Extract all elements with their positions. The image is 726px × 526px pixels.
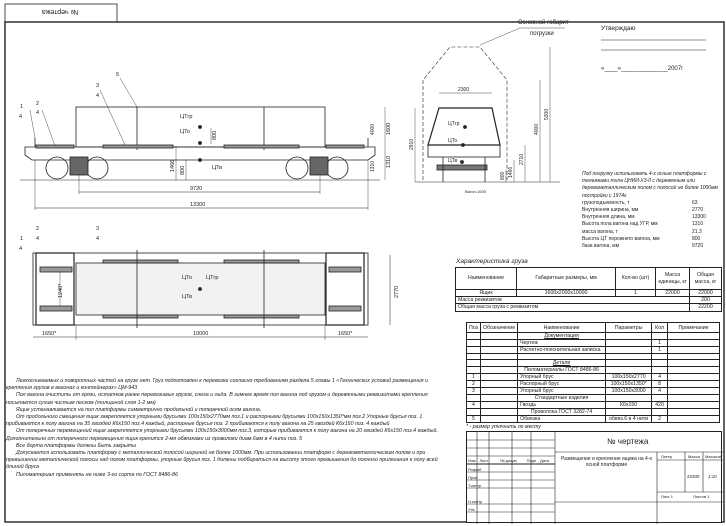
- col-label: Изм: [468, 458, 476, 463]
- spec-value: 9720: [692, 243, 704, 250]
- spec-cell: [652, 395, 668, 402]
- revision-columns: [468, 458, 549, 463]
- spec-cell: Стандартные изделия: [518, 395, 606, 402]
- spec-cell: 1: [652, 347, 668, 354]
- spec-cell: [668, 388, 720, 395]
- approval-block: [601, 25, 706, 72]
- svg-text:1310: 1310: [370, 160, 376, 172]
- spec-cell: Документация: [518, 333, 606, 340]
- svg-text:2710: 2710: [519, 153, 525, 165]
- spec-table: [466, 322, 720, 423]
- svg-text:1650*: 1650*: [42, 331, 57, 337]
- spec-cell: [668, 381, 720, 388]
- svg-text:Основной габарит: Основной габарит: [518, 20, 569, 26]
- svg-text:ЦТгр: ЦТгр: [180, 114, 193, 120]
- role-label: Н.контр: [468, 499, 483, 504]
- loading-gauge-outline: [423, 47, 507, 180]
- svg-text:3: 3: [96, 226, 100, 232]
- spec-cell: Чертеж: [518, 340, 606, 347]
- spec-cell: [481, 416, 518, 423]
- spec-cell: [481, 367, 518, 374]
- top-view: [33, 250, 390, 340]
- cargo-table-title: Характеристика груза: [456, 258, 528, 265]
- spec-row: [582, 207, 722, 214]
- spec-cell: [652, 360, 668, 367]
- spec-cell: 3: [467, 388, 481, 395]
- props-mass-label: Масса реквизитов: [456, 297, 690, 304]
- col-label: Подп: [526, 458, 537, 463]
- col-label: Дата: [540, 458, 550, 463]
- spec-value: 13300: [692, 214, 706, 221]
- svg-text:ЦТгр: ЦТгр: [206, 275, 219, 281]
- spec-cell: [652, 409, 668, 416]
- spec-cell: [668, 347, 720, 354]
- svg-text:погрузки: погрузки: [530, 31, 554, 37]
- spec-cell: [668, 416, 720, 423]
- spec-cell: Упорный брус: [518, 388, 606, 395]
- spec-cell: [467, 340, 481, 347]
- note-paragraph: От продольного смещения ящик закрепляется упорными брусьями 100х150х2770мм поз.1 и распорными брусьями 100х150х1350*мм поз.2 Упорные брусья поз. 1 прибиваются к полу вагона на 35 гвоздей К6х150 поз.4 каждый, распорные брусья поз. 2 прибиваются к полу вагона на 25 гвоздей К6х150 поз. 4 каждый: [6, 414, 423, 428]
- drawing-number: № чертежа: [607, 437, 649, 446]
- svg-text:4000: 4000: [534, 123, 540, 135]
- spec-cell: [668, 333, 720, 340]
- spec-header: Параметры: [606, 323, 652, 333]
- mass-label: Масса: [688, 454, 700, 459]
- spec-cell: [606, 347, 652, 354]
- spec-cell: Гвоздь: [518, 402, 606, 409]
- spec-cell: [668, 340, 720, 347]
- notes: [6, 378, 446, 479]
- cargo-cell: 1: [616, 290, 656, 297]
- svg-text:3: 3: [96, 83, 100, 89]
- spec-footnote: * - размер уточнить по месту: [466, 424, 541, 430]
- svg-text:ЦТв: ЦТв: [182, 294, 193, 300]
- note-paragraph: Все борта платформы должны быть закрыты: [16, 442, 137, 449]
- spec-cell: Расчетно-пояснительная записка: [518, 347, 606, 354]
- spec-label: база вагона, мм: [582, 243, 620, 250]
- spec-cell: [467, 395, 481, 402]
- spec-cell: 420: [652, 402, 668, 409]
- spec-label: Высота пола вагона над УГР, мм: [582, 221, 658, 228]
- svg-text:1: 1: [20, 236, 24, 242]
- note-paragraph: Ящик устанавливается на пол платформы симметрично продольной и поперечной осям вагона.: [16, 406, 262, 413]
- spec-row: [467, 381, 720, 388]
- cargo-table: [455, 267, 722, 312]
- svg-text:Утверждаю: Утверждаю: [601, 25, 636, 32]
- svg-text:1310: 1310: [386, 155, 392, 168]
- role-label: Разраб: [468, 467, 482, 472]
- col-label: Лист: [479, 458, 489, 463]
- corner-stamp: № чертежа: [41, 8, 79, 15]
- svg-text:ЦТв: ЦТв: [212, 165, 223, 171]
- spec-cell: [652, 333, 668, 340]
- spec-cell: К6х150: [606, 402, 652, 409]
- cargo-cell: 22000: [690, 290, 722, 297]
- cargo-header: Масса единицы, кг: [656, 268, 690, 290]
- note-paragraph: Пол вагона очистить от грязи, остатков ранее перевозимых грузов, снега и льда. В зимнее время пол вагона под грузом и деревянными реквизитами крепления посыпается сухим чистым песком (толщиной слоя 1-2 мм): [6, 392, 428, 406]
- spec-cell: [668, 402, 720, 409]
- spec-label: Внутренняя длина, мм: [582, 214, 635, 221]
- spec-cell: Распорный брус: [518, 381, 606, 388]
- side-view: [20, 78, 385, 210]
- role-label: Пров: [468, 475, 478, 480]
- spec-cell: [668, 367, 720, 374]
- svg-text:«____»______________2007г: «____»______________2007г: [601, 66, 684, 72]
- spec-row: [467, 374, 720, 381]
- spec-row: [582, 221, 722, 228]
- spec-cell: 100х150х2770: [606, 374, 652, 381]
- spec-value: 21.3: [692, 228, 702, 235]
- cargo-header: Общая масса, кг: [690, 268, 722, 290]
- scale-value: 1:10: [708, 474, 717, 479]
- svg-text:4: 4: [19, 246, 23, 252]
- spec-cell: [467, 409, 481, 416]
- spec-row: [467, 388, 720, 395]
- spec-header: Кол: [652, 323, 668, 333]
- cargo-cell: 22000: [656, 290, 690, 297]
- spec-cell: [668, 409, 720, 416]
- svg-text:9720: 9720: [190, 186, 203, 192]
- spec-header: Поз: [467, 323, 481, 333]
- spec-cell: [606, 340, 652, 347]
- total-mass: 22200: [690, 304, 722, 311]
- spec-cell: [606, 395, 652, 402]
- svg-text:1: 1: [20, 104, 24, 110]
- spec-cell: [606, 360, 652, 367]
- spec-cell: 8: [652, 381, 668, 388]
- spec-cell: [467, 347, 481, 354]
- spec-cell: [481, 360, 518, 367]
- sheet-count: Листов 1: [693, 494, 710, 499]
- spec-header: Наименование: [518, 323, 606, 333]
- spec-cell: [668, 360, 720, 367]
- spec-cell: [467, 360, 481, 367]
- svg-text:1466: 1466: [170, 159, 176, 172]
- side-view-labels: [19, 72, 392, 208]
- svg-text:4: 4: [96, 236, 100, 242]
- scale-label: Масштаб: [705, 454, 723, 459]
- mass-value: 22200: [687, 474, 700, 479]
- role-label: Т.контр: [468, 483, 482, 488]
- spec-cell: Обвязка: [518, 416, 606, 423]
- spec-cell: [481, 347, 518, 354]
- spec-row: [467, 347, 720, 354]
- spec-row: [467, 333, 720, 340]
- svg-text:5: 5: [116, 72, 120, 78]
- spec-label: грузоподъемность, т: [582, 199, 630, 206]
- props-mass: 200: [690, 297, 722, 304]
- spec-cell: 4: [467, 402, 481, 409]
- svg-text:Вагон-1000: Вагон-1000: [465, 189, 486, 194]
- spec-label: Высота ЦТ порожнего вагона, мм: [582, 235, 660, 242]
- cargo-row: [456, 290, 722, 297]
- spec-row: [582, 229, 722, 236]
- spec-cell: обвяз.6 в 4 нити: [606, 416, 652, 423]
- spec-cell: [652, 367, 668, 374]
- spec-cell: [481, 381, 518, 388]
- spec-value: 2770: [692, 207, 704, 214]
- spec-row: [467, 402, 720, 409]
- spec-row: [467, 395, 720, 402]
- svg-text:ЦТв: ЦТв: [448, 158, 458, 164]
- spec-cell: [481, 395, 518, 402]
- spec-cell: [467, 367, 481, 374]
- spec-row: [582, 214, 722, 221]
- svg-text:5300: 5300: [544, 108, 550, 120]
- spec-row: [582, 236, 722, 243]
- end-view: [415, 28, 565, 182]
- note-paragraph: От поперечных перемещений ящик закрепляется упорными брусьями 100х150х3000мм поз.3, которые прибиваются к полу вагона на 20 гвоздей К6х150 поз.4 каждый. Дополнительно от поперечного перемещения ящик крепится 2-мя обвязками из проволоки диам.6мм в 4 нити поз. 5: [6, 428, 438, 442]
- svg-text:800: 800: [180, 165, 186, 175]
- spec-row: [467, 367, 720, 374]
- svg-text:2770: 2770: [394, 285, 400, 298]
- svg-text:4: 4: [36, 236, 40, 242]
- drawing-name: Размещение и крепление ящика на 4-х осной платформе: [561, 456, 652, 468]
- spec-cell: 1: [652, 340, 668, 347]
- spec-value: 1310: [692, 221, 704, 228]
- spec-cell: 2: [652, 416, 668, 423]
- spec-cell: [481, 402, 518, 409]
- svg-text:4000: 4000: [370, 123, 376, 135]
- spec-cell: [606, 409, 652, 416]
- spec-row: [467, 360, 720, 367]
- spec-cell: 5: [467, 416, 481, 423]
- spec-cell: Пиломатериалы ГОСТ 8486-86: [518, 367, 606, 374]
- spec-cell: [668, 395, 720, 402]
- svg-text:13300: 13300: [190, 202, 206, 208]
- svg-text:1240*: 1240*: [58, 283, 64, 298]
- svg-text:10000: 10000: [193, 331, 209, 337]
- title-block: [466, 431, 722, 523]
- note-paragraph: Допускается использовать платформу с металлической полосой шириной не более 1000мм. При использовании платформ с деревометаллическим полом и при превышении металлической полосы над полом платформы, упорные брусья поз. 1 должны подбираться на высоту этого превышения до полного прилегания к полу всей длиной бруса: [6, 450, 438, 471]
- cargo-header: Наименование: [456, 268, 517, 290]
- spec-label: Внутренняя ширина, мм: [582, 207, 639, 214]
- spec-row: [582, 243, 722, 250]
- svg-text:ЦТо: ЦТо: [180, 129, 191, 135]
- wagon-specs-intro: Под погрузку использовать 4-х осные платформы с тележками типа ЦНИИ-Х3-0 с деревянным или деревометаллическим полом с полосой не более 1000мм постройки с 1974г: [582, 171, 718, 199]
- spec-header: Примечание: [668, 323, 720, 333]
- spec-label: масса вагона, т: [582, 228, 618, 235]
- cargo-header: Габаритные размеры, мм: [517, 268, 616, 290]
- svg-text:800: 800: [500, 171, 506, 180]
- svg-text:1600: 1600: [386, 122, 392, 135]
- spec-cell: Детали: [518, 360, 606, 367]
- svg-text:2: 2: [36, 101, 40, 107]
- wagon-specs: [582, 171, 722, 250]
- spec-row: [467, 409, 720, 416]
- spec-row: [467, 416, 720, 423]
- svg-text:ЦТо: ЦТо: [182, 275, 193, 281]
- cargo-cell: Ящик: [456, 290, 517, 297]
- spec-value: 800: [692, 235, 701, 242]
- spec-cell: 100х150х1350*: [606, 381, 652, 388]
- total-mass-label: Общая масса груза с реквизитом: [456, 304, 690, 311]
- spec-cell: 4: [652, 388, 668, 395]
- svg-text:800: 800: [212, 130, 218, 140]
- svg-text:2300: 2300: [458, 87, 470, 93]
- svg-text:4: 4: [96, 93, 100, 99]
- spec-cell: 2: [467, 381, 481, 388]
- cargo-cell: 1600х2000х10000: [517, 290, 616, 297]
- spec-cell: 100х150х3000: [606, 388, 652, 395]
- spec-value: 63: [692, 199, 698, 206]
- spec-cell: Проволока ГОСТ 3282-74: [518, 409, 606, 416]
- sheet-number: Лист 1: [661, 494, 674, 499]
- svg-text:ЦТо: ЦТо: [448, 138, 458, 144]
- note-paragraph: Легкоснимаемых и поворотных частей на грузе нет. Груз подготовлен к перевозке согласно требованиям раздела 5 главы 1 «Технических условий размещения и крепления грузов в вагонах и контейнерах» ЦМ-943: [6, 378, 428, 392]
- spec-cell: [668, 374, 720, 381]
- col-label: № докум: [500, 458, 517, 463]
- svg-text:2910: 2910: [409, 138, 415, 150]
- svg-text:2: 2: [36, 226, 40, 232]
- spec-cell: [481, 333, 518, 340]
- spec-row: [582, 200, 722, 207]
- litera-label: Литер: [661, 454, 673, 459]
- spec-cell: [481, 409, 518, 416]
- roles: [468, 466, 482, 514]
- spec-cell: 4: [652, 374, 668, 381]
- svg-text:1650*: 1650*: [338, 331, 353, 337]
- cargo-header: Кол-во (шт): [616, 268, 656, 290]
- spec-row: [467, 340, 720, 347]
- role-label: Утв: [468, 507, 475, 512]
- spec-cell: [481, 388, 518, 395]
- svg-text:ЦТгр: ЦТгр: [448, 121, 460, 127]
- svg-text:4: 4: [36, 110, 40, 116]
- spec-cell: 1: [467, 374, 481, 381]
- spec-cell: [606, 367, 652, 374]
- spec-cell: [606, 333, 652, 340]
- spec-header: Обозначение: [481, 323, 518, 333]
- svg-text:1466: 1466: [508, 166, 514, 178]
- spec-cell: [481, 340, 518, 347]
- title-block-grid: [467, 432, 723, 524]
- spec-cell: [481, 374, 518, 381]
- spec-cell: Упорный брус: [518, 374, 606, 381]
- svg-text:4: 4: [19, 114, 23, 120]
- note-paragraph: Пиломатериал применять не ниже 3-го сорта по ГОСТ 8486-86: [16, 471, 178, 478]
- spec-cell: [467, 333, 481, 340]
